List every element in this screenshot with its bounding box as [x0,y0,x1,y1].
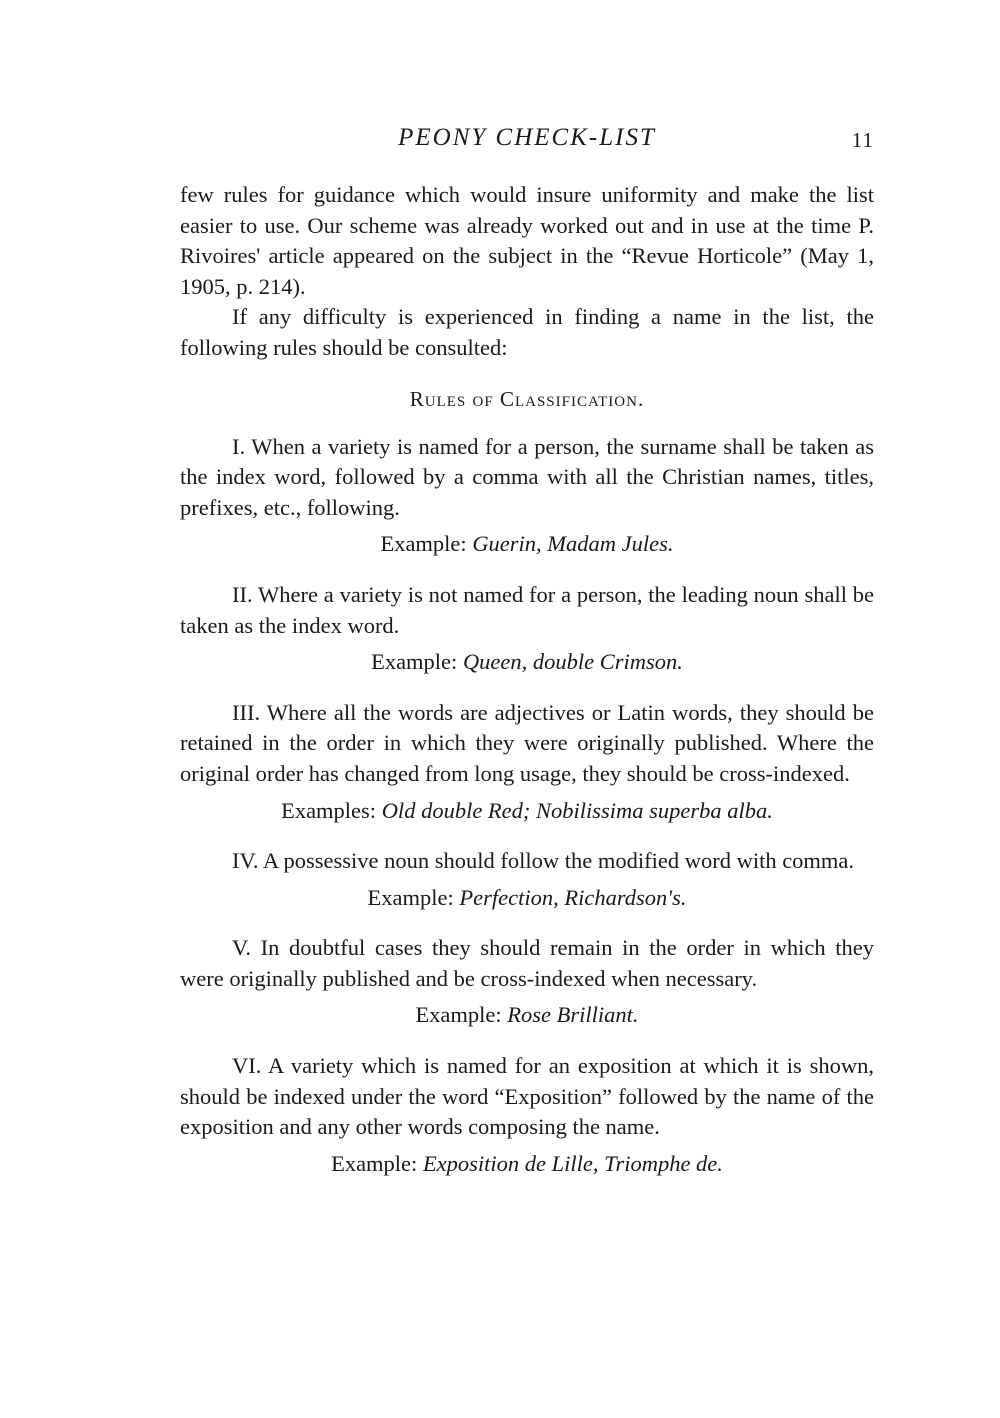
intro-paragraph-2: If any difficulty is experienced in finding a name in the list, the following rules should be consulted: [180,304,874,360]
example-value: Rose Brilliant. [507,1002,639,1028]
example-label: Example: [331,1150,418,1176]
example-label: Example: [367,884,454,910]
intro-paragraph-1: few rules for guidance which would insure uniformity and make the list easier to use. Our scheme was already worked out and in use at the time P. Rivoires' article appeared on the subject in the “Revue Horticole” (May 1, 1905, p. 214). [180,182,874,299]
rule-6: VI. A variety which is named for an exposition at which it is shown, should be indexed under the word “Exposition” followed by the name of the exposition and any other words composing the name. [180,1053,874,1140]
example-label: Examples: [281,797,377,823]
example-value: Guerin, Madam Jules. [472,531,674,557]
rule-4: IV. A possessive noun should follow the modified word with comma. [232,848,855,874]
example-value: Queen, double Crimson. [462,649,683,675]
rule-5-example [180,1000,874,1031]
book-page [180,124,874,1199]
example-value: Old double Red; Nobilissima superba alba. [381,797,773,823]
rule-2-example [180,647,874,678]
example-label: Example: [380,531,467,557]
rule-1-example [180,529,874,560]
rule-5: V. In doubtful cases they should remain in the order in which they were originally published and be cross-indexed when necessary. [180,935,874,991]
page-header [180,124,874,158]
rule-6-example [180,1149,874,1180]
example-value: Exposition de Lille, Triomphe de. [422,1150,723,1176]
example-label: Example: [371,649,458,675]
rule-3-example [180,796,874,827]
section-heading: Rules of Classification. [409,386,645,411]
rule-4-example [180,883,874,914]
rule-3: III. Where all the words are adjectives or Latin words, they should be retained in the order in which they were originally published. Where the original order has changed from long usage, they should be cross-indexed. [180,699,874,786]
rule-2: II. Where a variety is not named for a person, the leading noun shall be taken as the index word. [180,581,874,638]
rule-1: I. When a variety is named for a person, the surname shall be taken as the index word, followed by a comma with all the Christian names, titles, prefixes, etc., following. [180,433,874,520]
example-value: Perfection, Richardson's. [459,884,687,910]
example-label: Example: [415,1002,502,1028]
page-number: 11 [851,128,874,152]
running-title: PEONY CHECK-LIST [398,124,656,151]
